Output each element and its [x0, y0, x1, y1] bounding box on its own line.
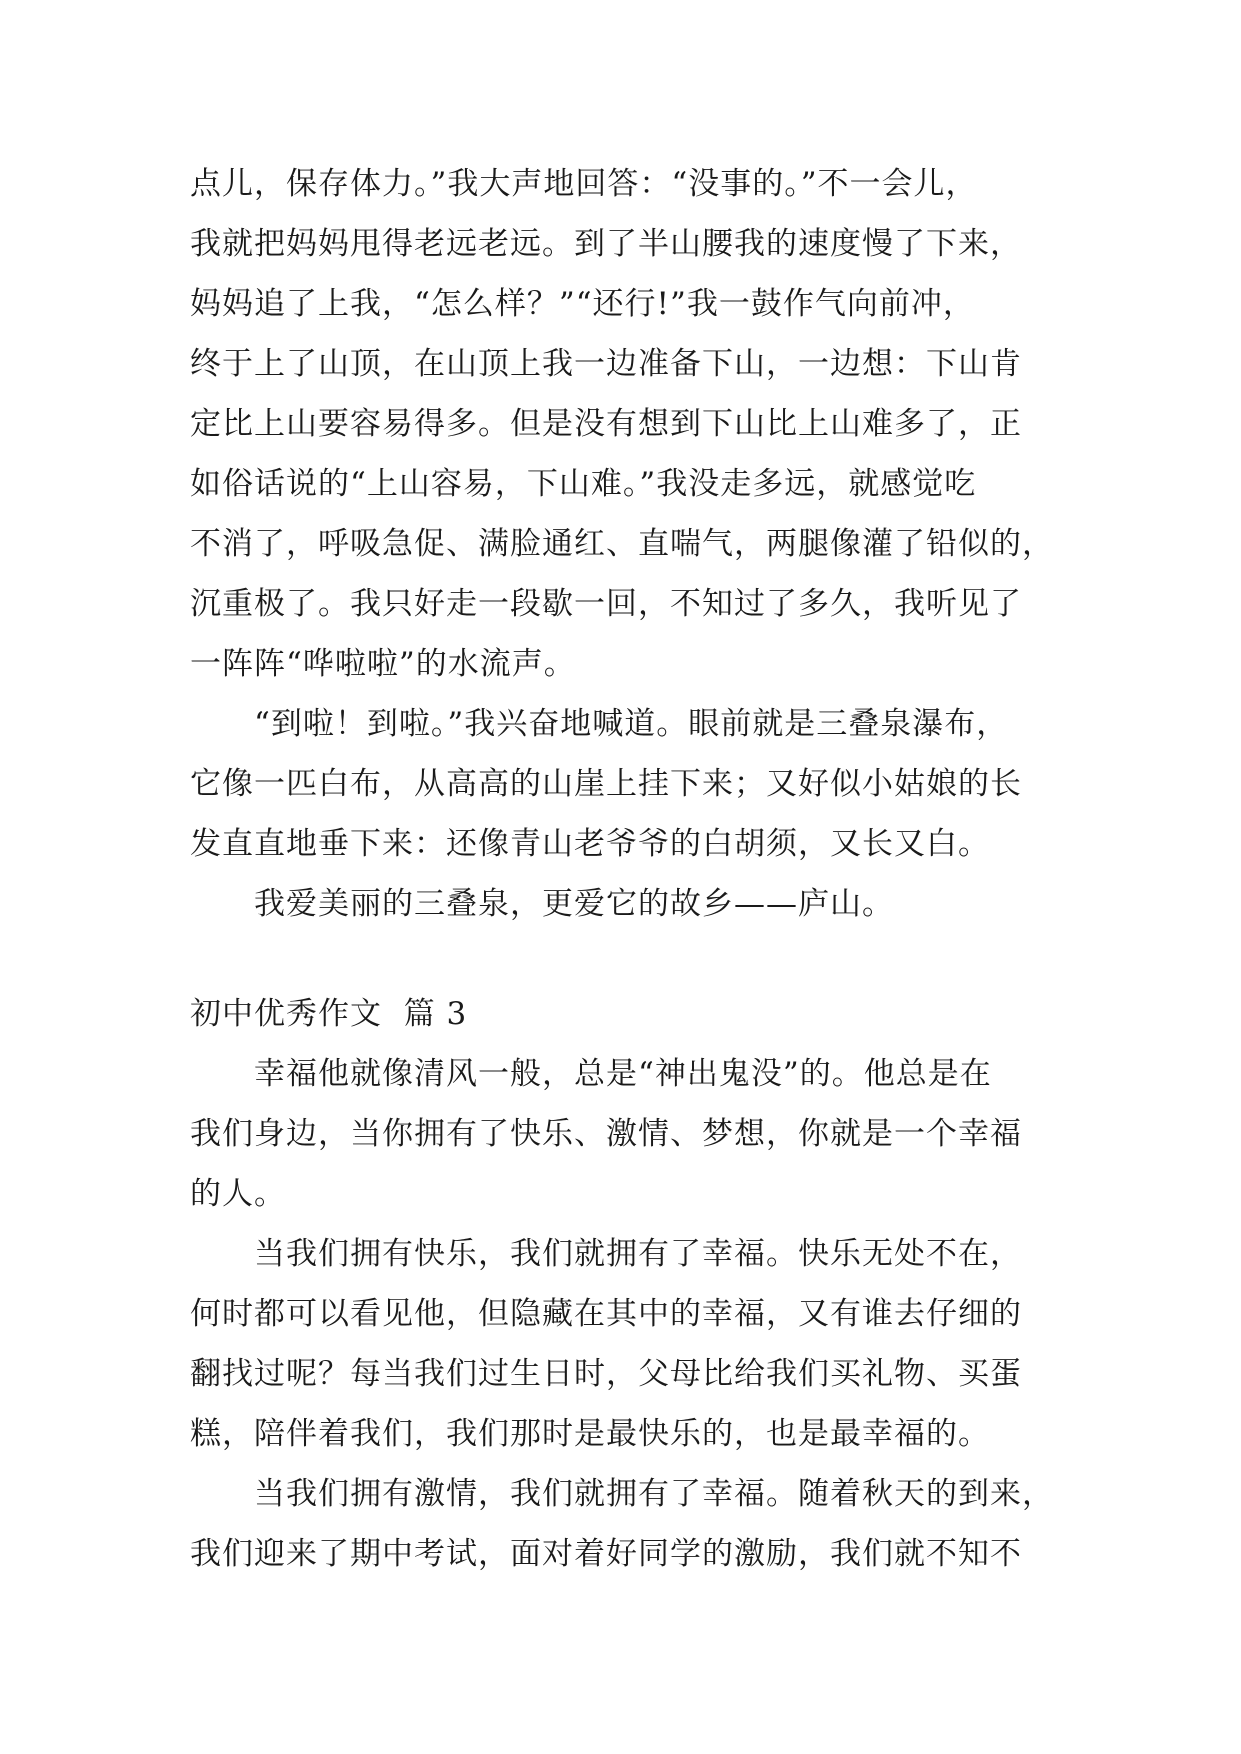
- text-line: “到啦！到啦。”我兴奋地喊道。眼前就是三叠泉瀑布，: [254, 706, 1009, 742]
- text-line: 发直直地垂下来：还像青山老爷爷的白胡须，又长又白。: [190, 826, 990, 862]
- text-line: 我们身边，当你拥有了快乐、激情、梦想，你就是一个幸福: [190, 1116, 1022, 1152]
- text-line: 它像一匹白布，从高高的山崖上挂下来；又好似小姑娘的长: [190, 766, 1022, 802]
- text-line: 当我们拥有快乐，我们就拥有了幸福。快乐无处不在，: [254, 1236, 1022, 1272]
- text-line: 终于上了山顶，在山顶上我一边准备下山，一边想：下山肯: [190, 346, 1022, 382]
- text-line: 的人。: [190, 1176, 286, 1212]
- paragraph: [190, 1464, 1090, 1584]
- paragraph: [190, 874, 1090, 934]
- paragraph: [190, 694, 1090, 874]
- paragraph: [190, 1044, 1090, 1224]
- paragraph: [190, 1224, 1090, 1464]
- text-line: 我们迎来了期中考试，面对着好同学的激励，我们就不知不: [190, 1536, 1022, 1572]
- text-line: 糕，陪伴着我们，我们那时是最快乐的，也是最幸福的。: [190, 1416, 990, 1452]
- text-line: 何时都可以看见他，但隐藏在其中的幸福，又有谁去仔细的: [190, 1296, 1022, 1332]
- text-line: 点儿，保存体力。”我大声地回答：“没事的。”不一会儿，: [190, 166, 978, 202]
- section-heading: 初中优秀作文 篇 3: [190, 996, 468, 1032]
- document-body: [190, 154, 1090, 1584]
- text-line: 翻找过呢？每当我们过生日时，父母比给我们买礼物、买蛋: [190, 1356, 1022, 1392]
- paragraph: [190, 154, 1090, 694]
- text-line: 沉重极了。我只好走一段歇一回，不知过了多久，我听见了: [190, 586, 1022, 622]
- text-line: 不消了，呼吸急促、满脸通红、直喘气，两腿像灌了铅似的，: [190, 526, 1054, 562]
- text-line: 如俗话说的“上山容易，下山难。”我没走多远，就感觉吃: [190, 466, 977, 502]
- text-line: 我爱美丽的三叠泉，更爱它的故乡——庐山。: [254, 886, 894, 922]
- text-line: 定比上山要容易得多。但是没有想到下山比上山难多了，正: [190, 406, 1022, 442]
- text-line: 妈妈追了上我，“怎么样？”“还行!”我一鼓作气向前冲，: [190, 286, 975, 322]
- text-line: 幸福他就像清风一般，总是“神出鬼没”的。他总是在: [254, 1056, 992, 1092]
- text-line: 当我们拥有激情，我们就拥有了幸福。随着秋天的到来，: [254, 1476, 1054, 1512]
- text-line: 一阵阵“哗啦啦”的水流声。: [190, 646, 576, 682]
- text-line: 我就把妈妈甩得老远老远。到了半山腰我的速度慢了下来，: [190, 226, 1022, 262]
- section-spacer: [190, 934, 1090, 984]
